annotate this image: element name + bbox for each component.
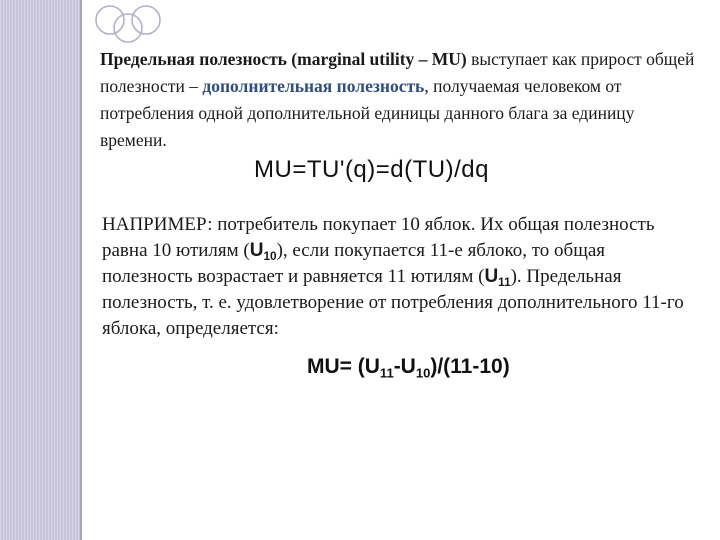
formula2-part: )/(11-10) [430, 355, 510, 378]
example-paragraph [102, 212, 692, 342]
decorative-sidebar [0, 0, 80, 540]
formula-lhs: MU=TU [254, 156, 340, 183]
formula2-part: MU= (U [307, 355, 380, 378]
marginal-utility-formula [254, 156, 489, 184]
definition-text-2: , получаемая человеком от потребления одной дополнительной единицы данного блага за единицу времени. [100, 76, 635, 150]
definition-text-1: выступает как прирост общей полезности – [100, 49, 695, 96]
formula2-subscript: 11 [379, 365, 394, 381]
example-text-1: НАПРИМЕР: потребитель покупает 10 яблок. Их общая полезность равна 10 ютилям ( [102, 214, 655, 261]
slide-content [82, 0, 720, 540]
definition-highlight: дополнительная полезность [202, 76, 425, 96]
utility-subscript: 10 [263, 250, 277, 264]
calculation-formula [307, 355, 510, 379]
formula2-subscript: 10 [415, 365, 431, 381]
utility-symbol: U [249, 240, 264, 261]
formula2-part: -U [393, 355, 416, 378]
example-text-2: ), если покупается 11-е яблоко, то общая полезность возрастает и равняется 11 ютилям ( [102, 240, 606, 287]
formula-prime: ' [339, 156, 345, 183]
definition-paragraph [100, 46, 700, 154]
utility-symbol: U [484, 266, 499, 287]
definition-term: Предельная полезность (marginal utility – MU) [100, 49, 467, 69]
example-text-3: ). Предельная полезность, т. е. удовлетворение от потребления дополнительного 11-го яблока, определяется: [102, 266, 684, 339]
utility-subscript: 11 [498, 276, 511, 290]
formula-rhs: (q)=d(TU)/dq [344, 156, 489, 183]
